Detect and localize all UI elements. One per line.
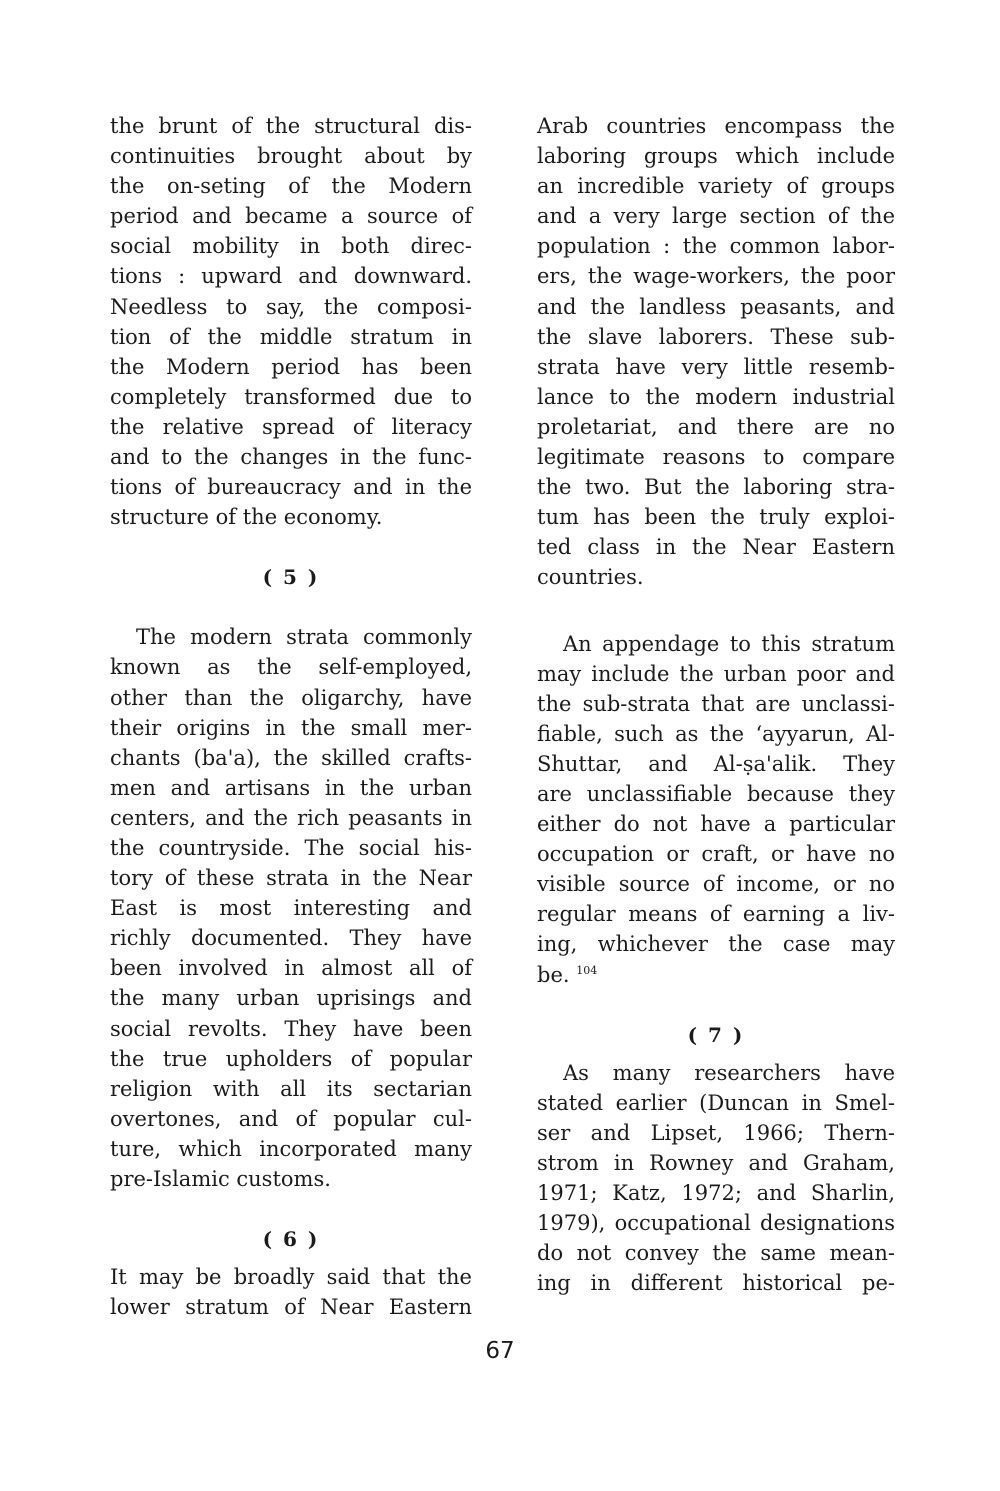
spacer [537, 593, 895, 629]
spacer [110, 1194, 472, 1216]
text-line: richly documented. They have [110, 926, 472, 951]
text-line: As many researchers have [563, 1060, 895, 1085]
text-line: the countryside. The social his- [110, 835, 472, 860]
text-line: the slave laborers. These sub- [537, 324, 895, 349]
text-line: The modern strata commonly [136, 625, 472, 650]
text-line: the brunt of the structural dis- [110, 114, 472, 138]
spacer [537, 990, 895, 1012]
spacer [110, 600, 472, 622]
text-line: and a very large section of the [537, 204, 895, 229]
text-line: the many urban uprisings and [110, 986, 472, 1011]
text-line: lower stratum of Near Eastern [110, 1295, 472, 1320]
text-line: the relative spread of literacy [110, 414, 472, 439]
text-line: tion of the middle stratum in [110, 324, 472, 349]
text-line: other than the oligarchy, have [110, 685, 472, 710]
text-line: overtones, and of popular cul- [110, 1106, 472, 1131]
text-line: strata have very little resemb- [537, 354, 895, 379]
text-line: lance to the modern industrial [537, 384, 895, 409]
text-line: stated earlier (Duncan in Smel- [537, 1090, 895, 1115]
text-line: An appendage to this stratum [563, 631, 895, 656]
text-line: fiable, such as the ‘ayyarun, Al- [537, 721, 895, 746]
text-line: ser and Lipset, 1966; Thern- [537, 1120, 895, 1145]
text-line: population : the common labor- [537, 234, 895, 259]
left-paragraph-3 [110, 1262, 472, 1322]
text-line-end: be. [537, 962, 570, 987]
text-line: ers, the wage-workers, the poor [537, 264, 895, 289]
text-line: chants (ba'a), the skilled crafts- [110, 745, 472, 770]
text-line: occupation or craft, or have no [537, 842, 895, 867]
text-line: religion with all its sectarian [110, 1076, 472, 1101]
text-line: tory of these strata in the Near [110, 866, 472, 891]
text-line: East is most interesting and [110, 896, 472, 921]
text-line: may include the urban poor and [537, 661, 895, 686]
text-line: ing, whichever the case may [537, 932, 895, 957]
text-line: tions of bureaucracy and in the [110, 475, 472, 500]
text-line: social mobility in both direc- [110, 234, 472, 259]
text-line: strom in Rowney and Graham, [537, 1150, 895, 1175]
text-line: social revolts. They have been [110, 1016, 472, 1041]
text-line [537, 960, 895, 990]
text-line: are unclassifiable because they [537, 781, 895, 806]
text-line: tum has been the truly exploi- [537, 505, 895, 530]
text-line: proletariat, and there are no [537, 414, 895, 439]
text-line: an incredible variety of groups [537, 174, 895, 199]
text-line: visible source of income, or no [537, 872, 895, 897]
section-heading-6: ( 6 ) [262, 1227, 320, 1252]
section-heading-7: ( 7 ) [687, 1022, 745, 1047]
right-paragraph-3 [537, 1058, 895, 1299]
right-paragraph-1 [537, 111, 895, 593]
text-line: and the landless peasants, and [537, 294, 895, 319]
right-column [537, 111, 895, 1298]
text-line: Shuttar, and Al-ṣa'alik. They [537, 751, 895, 776]
footnote-ref: 104 [576, 963, 598, 977]
text-line: legitimate reasons to compare [537, 445, 895, 470]
page-number: 67 [485, 1338, 515, 1364]
spacer [110, 532, 472, 554]
text-line: known as the self-employed, [110, 655, 472, 680]
left-column [110, 111, 472, 1322]
text-line: It may be broadly said that the [110, 1265, 472, 1290]
text-line: centers, and the rich peasants in [110, 805, 472, 830]
text-line: continuities brought about by [110, 144, 472, 169]
text-line: the two. But the laboring stra- [537, 475, 895, 500]
text-line: Arab countries encompass the [537, 114, 895, 138]
text-line: and to the changes in the func- [110, 445, 472, 470]
text-line: 1979), occupational designations [537, 1211, 895, 1236]
text-line: completely transformed due to [110, 384, 472, 409]
text-line: Needless to say, the composi- [110, 294, 472, 319]
text-line: either do not have a particular [537, 812, 895, 837]
text-line: the on-seting of the Modern [110, 174, 472, 199]
text-line: regular means of earning a liv- [537, 902, 895, 927]
text-line: period and became a source of [110, 204, 472, 229]
left-paragraph-1 [110, 111, 472, 532]
right-paragraph-2 [537, 629, 895, 960]
text-line: the sub-strata that are unclassi- [537, 691, 895, 716]
text-line: tions : upward and downward. [110, 264, 472, 289]
text-line: the Modern period has been [110, 354, 472, 379]
text-line: ture, which incorporated many [110, 1136, 472, 1161]
left-paragraph-2 [110, 622, 472, 1194]
text-line: structure of the economy. [110, 505, 383, 530]
text-line: their origins in the small mer- [110, 715, 472, 740]
text-line: been involved in almost all of [110, 956, 472, 981]
text-line: ted class in the Near Eastern [537, 535, 895, 560]
text-line: men and artisans in the urban [110, 775, 472, 800]
text-line: laboring groups which include [537, 144, 895, 169]
text-line: ing in different historical pe- [537, 1271, 895, 1296]
text-line: the true upholders of popular [110, 1046, 472, 1071]
text-line: pre-Islamic customs. [110, 1167, 331, 1191]
text-line: 1971; Katz, 1972; and Sharlin, [537, 1181, 895, 1205]
section-heading-5: ( 5 ) [262, 565, 320, 590]
text-line: countries. [537, 565, 644, 590]
text-line: do not convey the same mean- [537, 1241, 895, 1266]
